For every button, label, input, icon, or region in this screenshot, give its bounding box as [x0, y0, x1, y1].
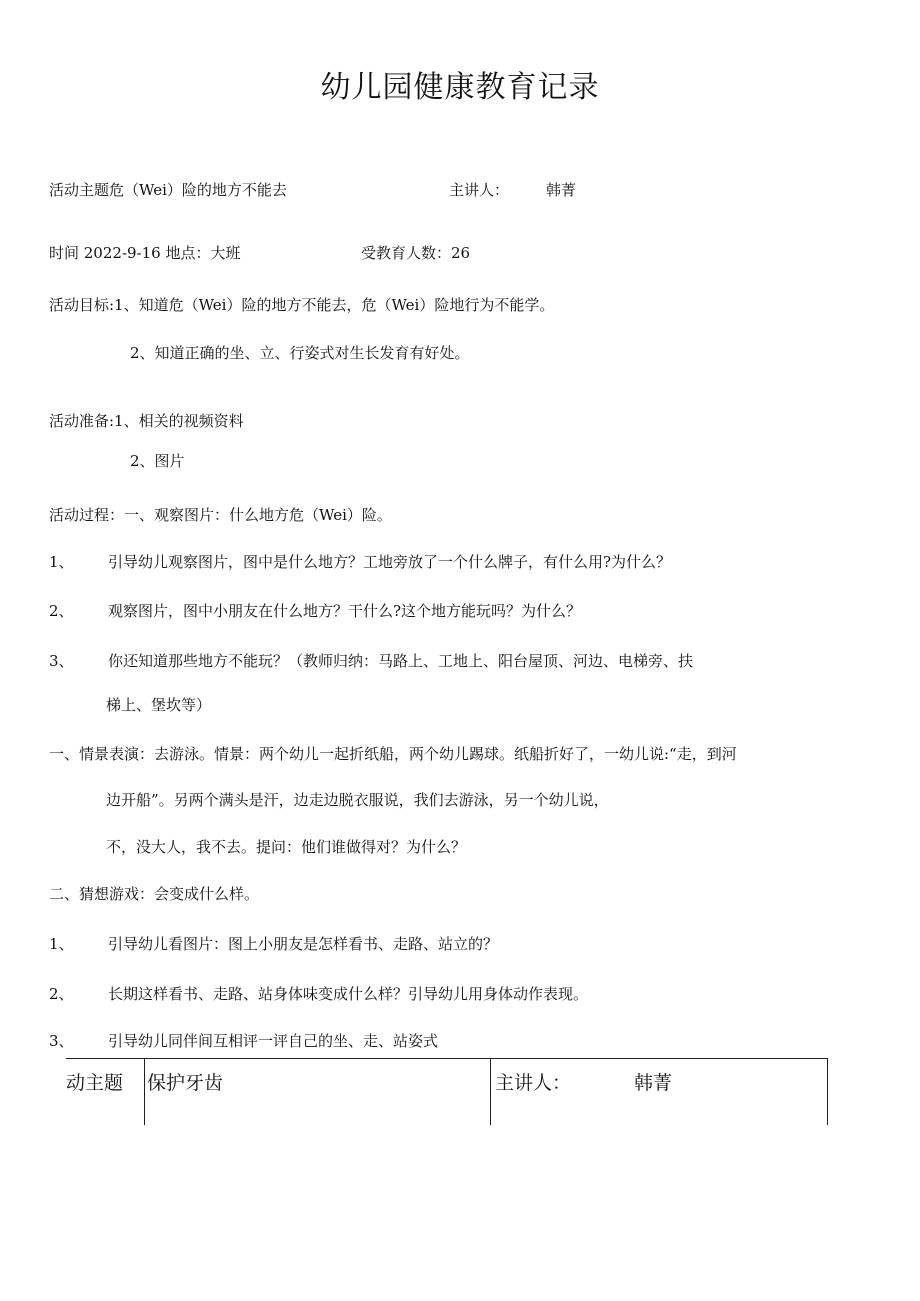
guess-item-2-number: 2、	[49, 985, 74, 1003]
guess-item-2-text: 长期这样看书、走路、站身体味变成什么样？引导幼儿用身体动作表现。	[108, 985, 589, 1003]
topic-line: 活动主题危（Wei）险的地方不能去	[49, 181, 287, 199]
table-divider-3	[827, 1059, 828, 1125]
prep-line-1: 活动准备:1、相关的视频资料	[49, 412, 244, 430]
table-speaker-label: 主讲人：	[495, 1072, 572, 1094]
table-speaker-value: 韩菁	[634, 1072, 673, 1094]
time-place-line: 时间 2022-9-16 地点：大班	[49, 244, 241, 262]
table-topic-label: 动主题	[66, 1072, 124, 1094]
table-topic-value: 保护牙齿	[147, 1072, 224, 1094]
scene-line-1: 一、情景表演：去游泳。情景：两个幼儿一起折纸船，两个幼儿踢球。纸船折好了，一幼儿说:“走，到河	[49, 745, 737, 763]
table-divider-2	[490, 1059, 491, 1125]
process-item-1-text: 引导幼儿观察图片，图中是什么地方？工地旁放了一个什么牌子，有什么用?为什么？	[108, 553, 672, 571]
process-item-3-text: 你还知道那些地方不能玩？（教师归纳：马路上、工地上、阳台屋顶、河边、电梯旁、扶	[108, 652, 694, 670]
process-item-1-number: 1、	[49, 553, 74, 571]
goals-line-2: 2、知道正确的坐、立、行姿式对生长发育有好处。	[130, 344, 470, 362]
process-heading: 活动过程：一、观察图片：什么地方危（Wei）险。	[49, 506, 392, 524]
guess-heading: 二、猜想游戏：会变成什么样。	[49, 885, 260, 903]
guess-item-1-number: 1、	[49, 935, 74, 953]
process-item-2-number: 2、	[49, 602, 74, 620]
speaker-label: 主讲人：	[449, 181, 510, 199]
scene-line-3: 不，没大人，我不去。提问：他们谁做得对？为什么？	[106, 838, 467, 856]
process-item-2-text: 观察图片，图中小朋友在什么地方？干什么?这个地方能玩吗？为什么？	[108, 602, 582, 620]
speaker-name: 韩菁	[546, 181, 577, 199]
scene-line-2: 边开船”。另两个满头是汗，边走边脱衣服说，我们去游泳，另一个幼儿说，	[106, 791, 609, 809]
guess-item-3-number: 3、	[49, 1032, 74, 1050]
goals-line-1: 活动目标:1、知道危（Wei）险的地方不能去，危（Wei）险地行为不能学。	[49, 296, 555, 314]
process-item-3-number: 3、	[49, 652, 74, 670]
table-divider-1	[144, 1059, 145, 1125]
record-table	[66, 1058, 828, 1125]
guess-item-3-text: 引导幼儿同伴间互相评一评自己的坐、走、站姿式	[108, 1032, 439, 1050]
process-item-3-continuation: 梯上、堡坎等）	[106, 696, 212, 714]
guess-item-1-text: 引导幼儿看图片：图上小朋友是怎样看书、走路、站立的？	[108, 935, 499, 953]
prep-line-2: 2、图片	[130, 452, 185, 470]
page-title: 幼儿园健康教育记录	[320, 70, 600, 105]
audience-line: 受教育人数：26	[361, 244, 471, 262]
